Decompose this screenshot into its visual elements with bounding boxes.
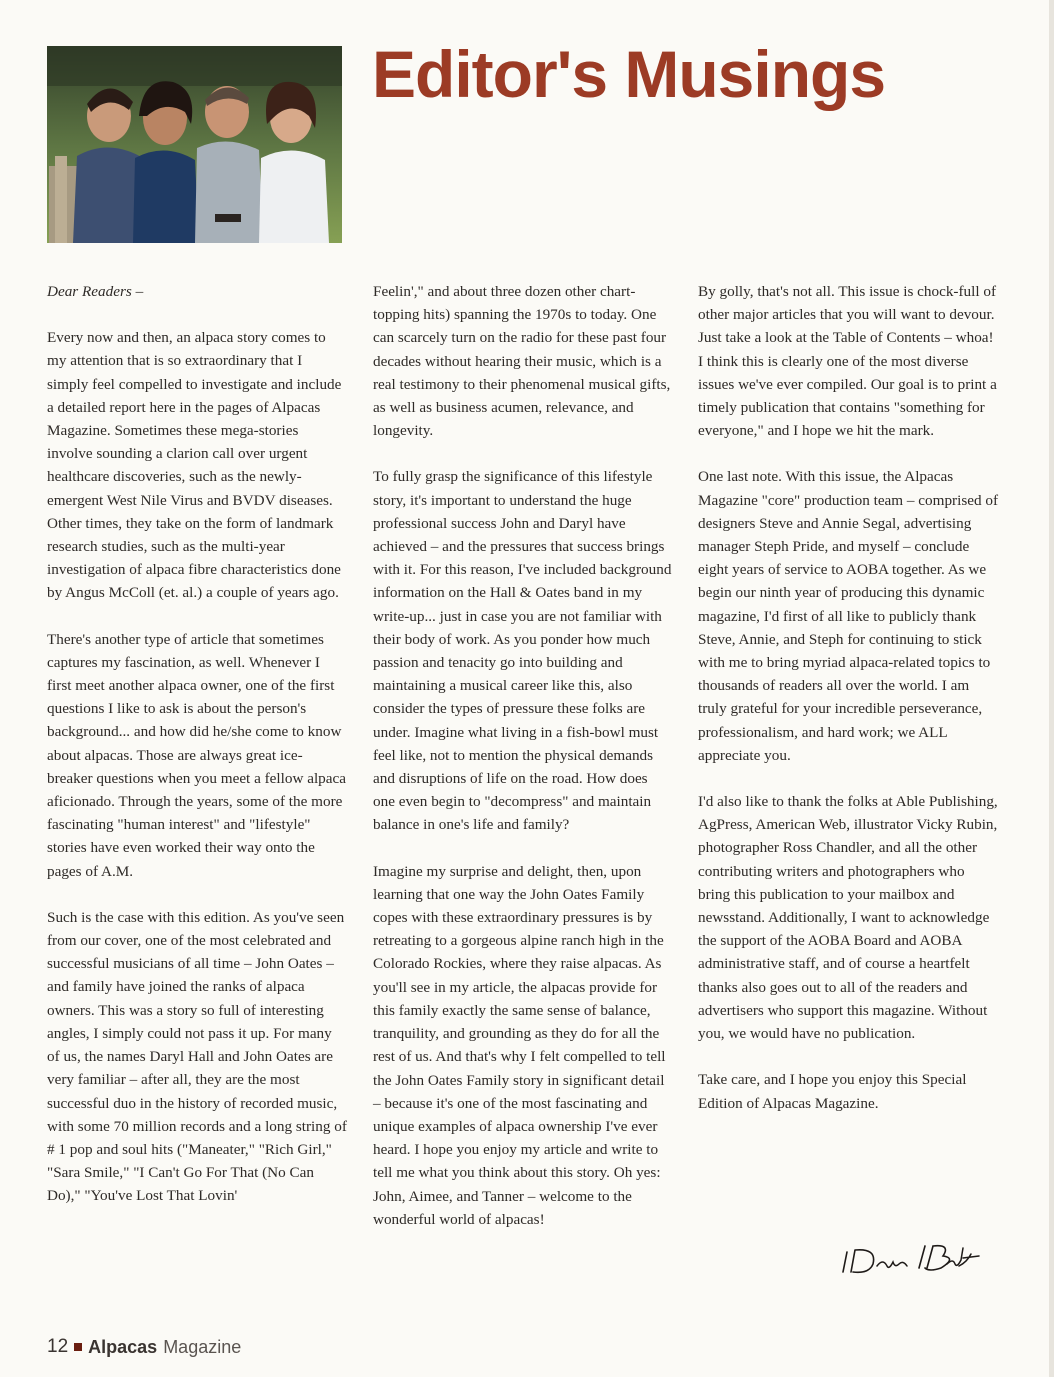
page-footer [47,1336,241,1358]
page-title: Editor's Musings [372,37,886,111]
footer-square-icon [74,1343,82,1351]
page-edge [1049,0,1054,1377]
paragraph: Every now and then, an alpaca story comes to my attention that is so extraordinary that I simply feel compelled to investigate and include a detailed report here in the pages of Alpacas Magazine. Sometimes these mega-stories involve sounding a clarion call over urgent healthcare discoveries, such as the newly-emergent West Nile Virus and BVDV diseases. Other times, they take on the form of landmark research studies, such as the multi-year investigation of alpaca fibre characteristics done by Angus McColl (et. al.) a couple of years ago. [47,329,342,602]
family-photo-icon [47,46,342,243]
letter-column-3 [698,280,998,1138]
paragraph: Take care, and I hope you enjoy this Special Edition of Alpacas Magazine. [698,1071,967,1112]
paragraph: Such is the case with this edition. As you've seen from our cover, one of the most celebrated and successful musicians of all time – John Oates – and family have joined the ranks of alpaca owners. This was a story so full of interesting angles, I simply could not pass it up. For many of us, the names Daryl Hall and John Oates are very familiar – after all, they are the most successful duo in the history of recorded music, with some 70 million records and a long string of # 1 pop and soul hits ("Maneater," "Rich Girl," "Sara Smile," "I Can't Go For That (No Can Do)," "You've Lost That Lovin' [47,908,347,1205]
paragraph: One last note. With this issue, the Alpacas Magazine "core" production team – comprised of designers Steve and Annie Segal, advertising manager Steph Pride, and myself – conclude eight years of service to AOBA together. As we begin our ninth year of producing this dynamic magazine, I'd first of all like to publicly thank Steve, Annie, and Steph for continuing to stick with me to bring myriad alpaca-related topics to thousands of readers all over the world. I am truly grateful for your incredible perseverance, professionalism, and hard work; we ALL appreciate you. [698,468,999,764]
letter-column-1 [47,280,347,1231]
editor-signature [833,1238,983,1288]
letter-column-2 [373,280,673,1254]
paragraph: To fully grasp the significance of this lifestyle story, it's important to understand the huge professional success John and Daryl have achieved – and the pressures that success brings with it. For this reason, I've included background information on the Hall & Oates band in my write-up... just in case you are not familiar with their body of work. As you ponder how much passion and tenacity go into building and maintaining a musical career like this, also consider the types of pressure these folks are under. Imagine what living in a fish-bowl must feel like, not to mention the physical demands and disruptions of life on the road. How does one even begin to "decompress" and maintain balance in one's life and family? [373,468,672,834]
page-number: 12 [47,1336,69,1357]
paragraph: Feelin'," and about three dozen other chart-topping hits) spanning the 1970s to today. One can scarcely turn on the radio for these past four decades without hearing their music, which is a real testimony to their phenomenal musical gifts, as well as business acumen, relevance, and longevity. [373,283,671,440]
magazine-name-bold: Alpacas [88,1336,158,1357]
paragraph: Imagine my surprise and delight, then, upon learning that one way the John Oates Family copes with these extraordinary pressures is by retreating to a gorgeous alpine ranch high in the Colorado Rockies, where they raise alpacas. As you'll see in my article, the alpacas provide for this family exactly the same sense of balance, tranquility, and grounding as they do for all the rest of us. And that's why I felt compelled to tell the John Oates Family story in significant detail – because it's one of the most fascinating and unique examples of alpaca ownership I've ever heard. I hope you enjoy my article and write to tell me what you think about this story. Oh yes: John, Aimee, and Tanner – welcome to the wonderful world of alpacas! [373,862,666,1228]
signature-icon [833,1238,983,1288]
paragraph: By golly, that's not all. This issue is chock-full of other major articles that you will want to devour. Just take a look at the Table of Contents – whoa! I think this is clearly one of the most diverse issues we've ever compiled. Our goal is to print a timely publication that contains "something for everyone," and I hope we hit the mark. [698,283,997,440]
family-photo [47,46,342,243]
paragraph: I'd also like to thank the folks at Able Publishing, AgPress, American Web, illustrator Vicky Rubin, photographer Ross Chandler, and all the other contributing writers and photographers who bring this publication to your mailbox and newsstand. Additionally, I want to acknowledge the support of the AOBA Board and AOBA administrative staff, and of course a heartfelt thanks also goes out to all of the readers and advertisers who support this magazine. Without you, we would have no publication. [698,793,998,1043]
salutation: Dear Readers – [47,283,144,300]
paragraph: There's another type of article that sometimes captures my fascination, as well. Whenever I first meet another alpaca owner, one of the first questions I like to ask is about the person's background... and how did he/she come to know about alpacas. Those are always great ice-breaker questions when you meet a fellow alpaca aficionado. Through the years, some of the more fascinating "human interest" and "lifestyle" stories have even worked their way onto the pages of A.M. [47,630,346,880]
magazine-name-light: Magazine [163,1336,242,1357]
